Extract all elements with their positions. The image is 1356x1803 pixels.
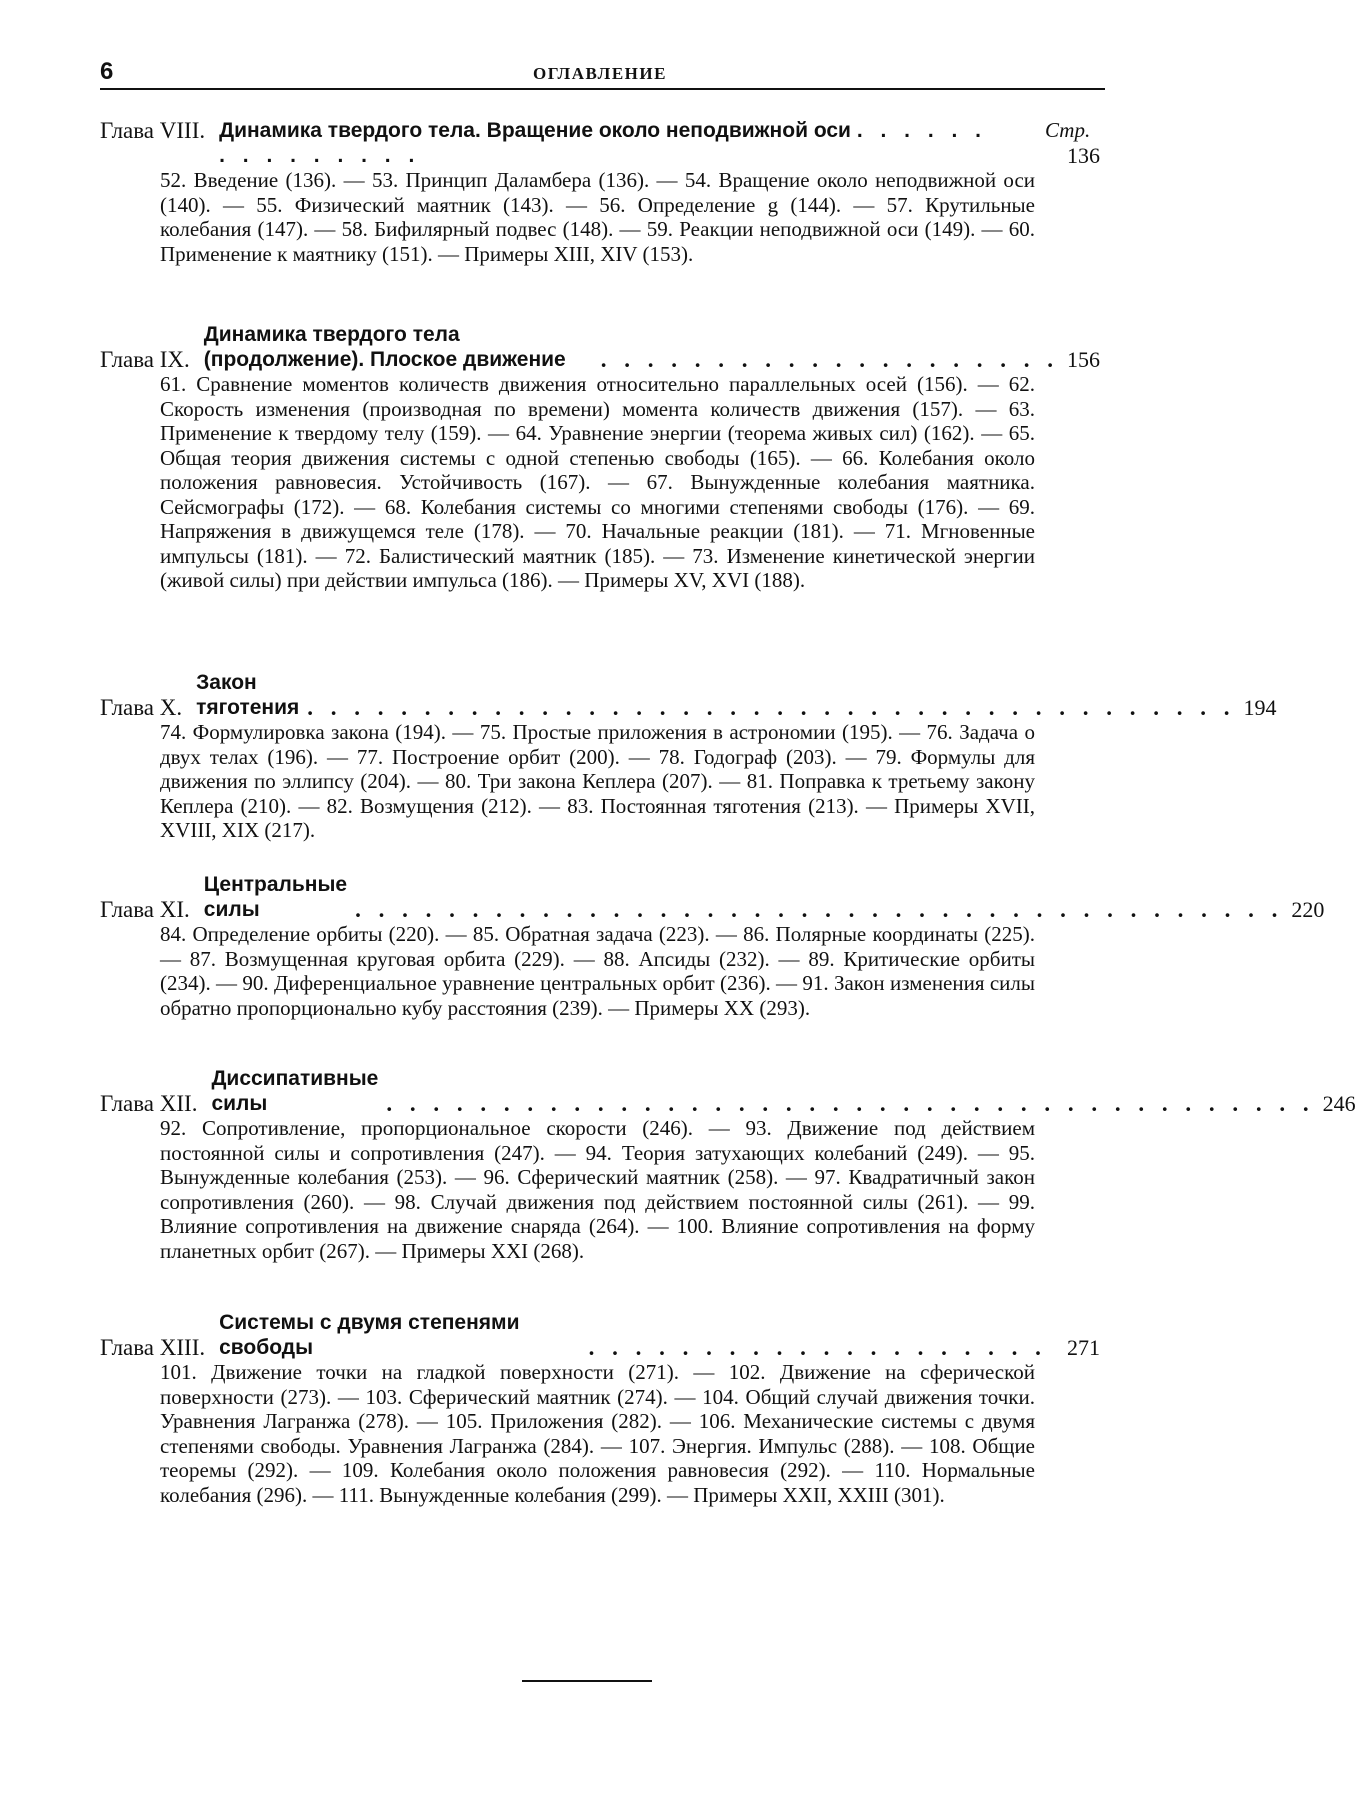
header-rule — [100, 88, 1105, 90]
chapter-sections: 101. Движение точки на гладкой поверхности (271). — 102. Движение на сферической поверхности (273). — 103. Сферический маятник (274). — 104. Общий случай движения точки. Уравнения Лагранжа (278). — 105. Приложения (282). — 106. Механические системы с двумя степенями свободы. Уравнения Лагранжа (284). — 107. Энергия. Импульс (288). — 108. Общие теоремы (292). — 109. Колебания около положения равновесия (292). — 110. Нормальные колебания (296). — 111. Вынужденные колебания (299). — Примеры XXII, XXIII (301). — [160, 1360, 1035, 1507]
page-column-label: Стр. — [1045, 118, 1091, 142]
chapter-label: Глава VIII. — [100, 118, 206, 143]
chapter-heading — [100, 1066, 1356, 1116]
chapter-label: Глава X. — [100, 695, 183, 720]
chapter-label: Глава XIII. — [100, 1335, 206, 1360]
running-title: ОГЛАВЛЕНИЕ — [533, 64, 667, 83]
chapter-heading — [100, 670, 1277, 720]
leader-dots: . . . . . . . . . . . . . . . . . . . . — [600, 347, 1059, 372]
chapter-xii — [100, 1066, 1356, 1263]
chapter-page: 156 — [1067, 347, 1100, 372]
end-rule — [522, 1680, 652, 1682]
chapter-sections: 84. Определение орбиты (220). — 85. Обратная задача (223). — 86. Полярные координаты (225). — 87. Возмущенная круговая орбита (229). — 88. Апсиды (232). — 89. Критические орбиты (234). — 90. Диференциальное уравнение центральных орбит (236). — 91. Закон изменения силы обратно пропорционально кубу расстояния (239). — Примеры XX (293). — [160, 922, 1035, 1020]
chapter-page: 271 — [1067, 1335, 1100, 1360]
chapter-heading — [100, 1310, 1100, 1360]
chapter-sections: 61. Сравнение моментов количеств движения относительно параллельных осей (156). — 62. Скорость изменения (производная по времени) момента количеств движения (157). — 63. Применение к твердому телу (159). — 64. Уравнение энергии (теорема живых сил) (162). — 65. Общая теория движения системы с одной степенью свободы (165). — 66. Колебания около положения равновесия. Устойчивость (167). — 67. Вынужденные колебания маятника. Сейсмографы (172). — 68. Колебания системы со многими степенями свободы (176). — 69. Напряжения в движущемся теле (178). — 70. Начальные реакции (181). — 71. Мгновенные импульсы (181). — 72. Балистический маятник (185). — 73. Изменение кинетической энергии (живой силы) при действии импульса (186). — Примеры XV, XVI (188). — [160, 372, 1035, 592]
chapter-x — [100, 670, 1277, 843]
leader-dots: . . . . . . . . . . . . . . . — [219, 119, 987, 167]
page-number: 6 — [100, 58, 114, 85]
chapter-heading — [100, 872, 1325, 922]
chapter-title-text: Динамика твердого тела. Вращение около неподвижной оси — [219, 119, 851, 142]
chapter-viii — [100, 118, 1100, 266]
chapter-sections: 74. Формулировка закона (194). — 75. Простые приложения в астрономии (195). — 76. Задача о двух телах (196). — 77. Построение орбит (200). — 78. Годограф (203). — 79. Формулы для движения по эллипсу (204). — 80. Три закона Кеплера (207). — 81. Поправка к третьему закону Кеплера (210). — 82. Возмущения (212). — 83. Постоянная тяготения (213). — Примеры XVII, XVIII, XIX (217). — [160, 720, 1035, 842]
chapter-page: 220 — [1291, 897, 1325, 922]
chapter-heading — [100, 322, 1100, 372]
chapter-label: Глава IX. — [100, 347, 190, 372]
leader-dots: . . . . . . . . . . . . . . . . . . . . . . . . . . . . . . . . . . . . . . . . — [386, 1091, 1315, 1116]
chapter-page: 136 — [1067, 143, 1100, 168]
chapter-xi — [100, 872, 1325, 1020]
chapter-title — [219, 118, 1009, 168]
chapter-label: Глава XII. — [100, 1091, 198, 1116]
chapter-ix — [100, 322, 1100, 593]
chapter-sections: 52. Введение (136). — 53. Принцип Даламбера (136). — 54. Вращение около неподвижной оси (140). — 55. Физический маятник (143). — 56. Определение g (144). — 57. Крутильные колебания (147). — 58. Бифилярный подвес (148). — 59. Реакции неподвижной оси (149). — 60. Применение к маятнику (151). — Примеры XIII, XIV (153). — [160, 168, 1035, 266]
chapter-page: 194 — [1243, 695, 1277, 720]
page-header — [100, 58, 1100, 88]
chapter-title: Диссипативные силы — [211, 1067, 379, 1115]
chapter-xiii — [100, 1310, 1100, 1507]
leader-dots: . . . . . . . . . . . . . . . . . . . . . . . . . . . . . . . . . . . . . . . . — [355, 897, 1284, 922]
chapter-label: Глава XI. — [100, 897, 190, 922]
chapter-title: Динамика твердого тела (продолжение). Плоское движение — [203, 323, 566, 371]
chapter-title: Центральные силы — [203, 873, 348, 921]
chapter-sections: 92. Сопротивление, пропорциональное скорости (246). — 93. Движение под действием постоянной силы и сопротивления (247). — 94. Теория затухающих колебаний (249). — 95. Вынужденные колебания (253). — 96. Сферический маятник (258). — 97. Квадратичный закон сопротивления (260). — 98. Случай движения под действием постоянной силы (261). — 99. Влияние сопротивления на движение снаряда (264). — 100. Влияние сопротивления на форму планетных орбит (267). — Примеры XXI (268). — [160, 1116, 1035, 1263]
chapter-title: Закон тяготения — [196, 671, 300, 719]
leader-dots: . . . . . . . . . . . . . . . . . . . . . . . . . . . . . . . . . . . . . . . . — [307, 695, 1236, 720]
leader-dots: . . . . . . . . . . . . . . . . . . . . — [588, 1335, 1047, 1360]
chapter-heading — [100, 118, 1100, 168]
chapter-title: Системы с двумя степенями свободы — [219, 1311, 520, 1359]
chapter-page: 246 — [1322, 1091, 1356, 1116]
